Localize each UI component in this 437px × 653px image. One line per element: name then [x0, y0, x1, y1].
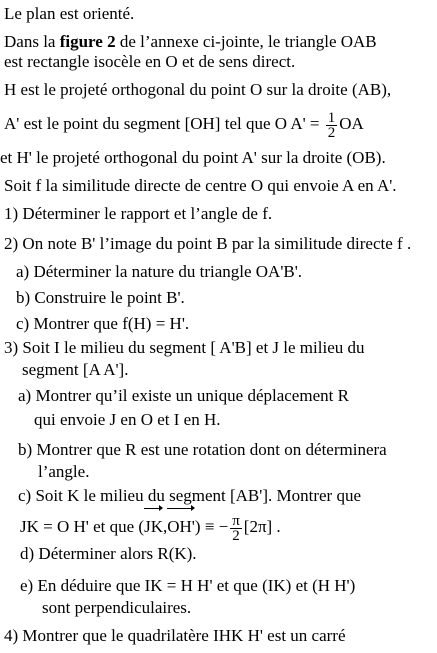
- text: ,: [162, 517, 168, 536]
- text: Dans la: [4, 32, 60, 51]
- intro-line-4: H est le projeté orthogonal du point O sur la droite (AB),: [4, 80, 392, 99]
- fraction-numerator: 1: [327, 109, 336, 126]
- text: ) ≡ −: [194, 517, 229, 536]
- question-3a-line-2: qui envoie J en O et I en H.: [34, 410, 221, 429]
- question-3a-line-1: a) Montrer qu’il existe un unique déplacement R: [18, 386, 349, 405]
- fraction-numerator: π: [232, 512, 240, 529]
- fraction-denominator: 2: [232, 527, 240, 544]
- text: de l’annexe ci-jointe, le triangle OAB: [115, 32, 377, 51]
- question-3-heading-line-1: 3) Soit I le milieu du segment [ A'B] et J le milieu du: [4, 338, 365, 357]
- text: OA: [339, 114, 364, 133]
- vector-jk: JK: [144, 510, 163, 544]
- question-3-heading-line-2: segment [A A'].: [22, 360, 129, 379]
- intro-line-3: est rectangle isocèle en O et de sens direct.: [4, 52, 296, 71]
- question-2b: b) Construire le point B'.: [16, 288, 185, 307]
- intro-line-1: Le plan est orienté.: [4, 4, 135, 23]
- question-2c: c) Montrer que f(H) = H'.: [16, 314, 190, 333]
- vector-oh-prime: OH': [167, 510, 195, 544]
- fraction-one-half: [326, 111, 338, 140]
- question-3c-line-1: c) Soit K le milieu du segment [AB']. Montrer que: [18, 486, 361, 505]
- text: JK = O H' et que (: [20, 517, 145, 536]
- text: A' est le point du segment [OH] tel que O A' =: [4, 114, 324, 133]
- text: [2π] .: [243, 517, 281, 536]
- figure-reference: figure 2: [59, 32, 116, 51]
- question-3b-line-1: b) Montrer que R est une rotation dont on déterminera: [18, 440, 387, 459]
- question-2-heading: 2) On note B' l’image du point B par la similitude directe f .: [4, 234, 412, 253]
- question-4: 4) Montrer que le quadrilatère IHK H' est un carré: [4, 626, 346, 645]
- question-3d: d) Déterminer alors R(K).: [20, 544, 197, 563]
- intro-line-7: Soit f la similitude directe de centre O qui envoie A en A'.: [4, 176, 397, 195]
- question-3c-line-2: [20, 510, 281, 544]
- question-3e-line-2: sont perpendiculaires.: [42, 598, 192, 617]
- intro-line-5: [4, 108, 364, 140]
- question-3e-line-1: e) En déduire que IK = H H' et que (IK) et (H H'): [20, 576, 356, 595]
- question-1: 1) Déterminer le rapport et l’angle de f.: [4, 204, 273, 223]
- fraction-denominator: 2: [327, 124, 336, 141]
- question-3b-line-2: l’angle.: [38, 462, 90, 481]
- intro-line-6: et H' le projeté orthogonal du point A' sur la droite (OB).: [0, 148, 386, 167]
- intro-line-2: [4, 32, 377, 52]
- fraction-pi-over-2: [230, 514, 242, 543]
- question-2a: a) Déterminer la nature du triangle OA'B'.: [16, 262, 303, 281]
